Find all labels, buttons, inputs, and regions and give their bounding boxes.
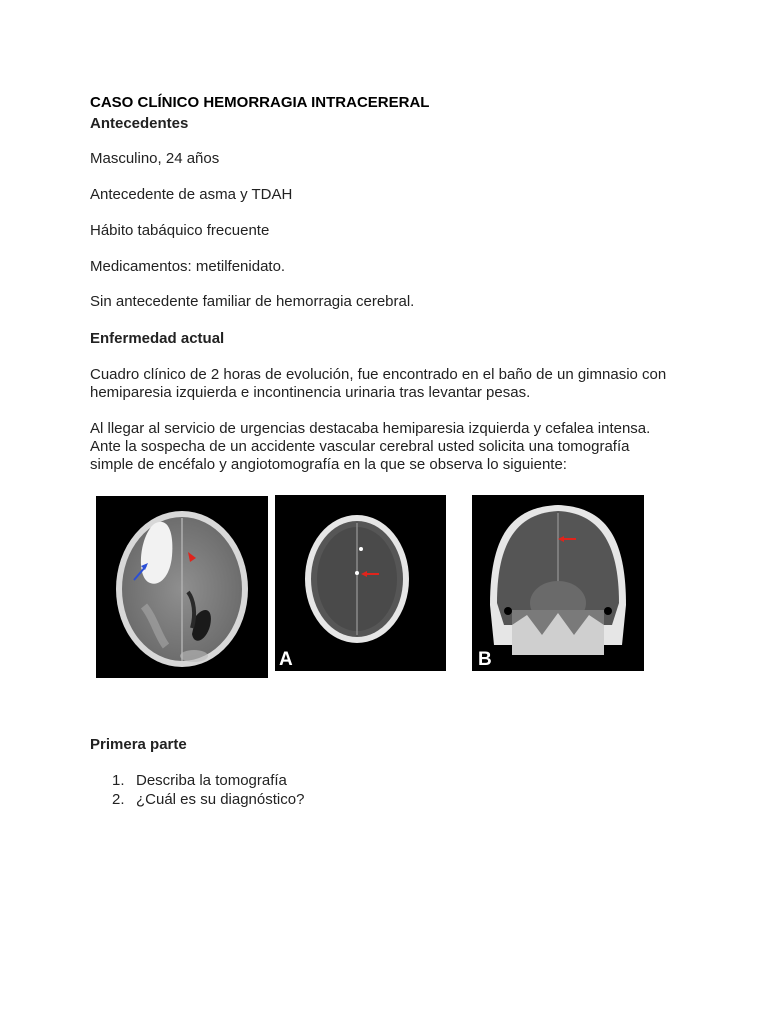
ct-scan-axial-hemorrhage-image	[96, 496, 268, 678]
antecedente-line: Sin antecedente familiar de hemorragia cerebral.	[90, 293, 415, 310]
list-item-number: 2.	[112, 791, 125, 808]
paragraph-line: Cuadro clínico de 2 horas de evolución, fue encontrado en el baño de un gimnasio con	[90, 366, 667, 383]
antecedente-line: Hábito tabáquico frecuente	[90, 222, 270, 239]
section-heading-enfermedad-actual: Enfermedad actual	[90, 330, 225, 347]
section-heading-antecedentes: Antecedentes	[90, 115, 189, 132]
questions-list	[112, 771, 304, 809]
angio-ct-axial-image-a	[275, 495, 446, 671]
list-item-text: ¿Cuál es su diagnóstico?	[136, 791, 305, 808]
section-heading-primera-parte: Primera parte	[90, 736, 187, 753]
paragraph-emergency	[90, 420, 690, 474]
document-title: CASO CLÍNICO HEMORRAGIA INTRACERERAL	[90, 94, 430, 111]
list-item	[112, 790, 304, 809]
list-item-number: 1.	[112, 772, 125, 789]
list-item-text: Describa la tomografía	[136, 772, 287, 789]
paragraph-line: hemiparesia izquierda e incontinencia urinaria tras levantar pesas.	[90, 384, 531, 401]
paragraph-line: Al llegar al servicio de urgencias destacaba hemiparesia izquierda y cefalea intensa.	[90, 420, 651, 437]
figure-label-b: B	[478, 649, 492, 670]
paragraph-line: Ante la sospecha de un accidente vascular cerebral usted solicita una tomografía	[90, 438, 630, 455]
paragraph-clinical-picture	[90, 366, 690, 402]
figure-label-a: A	[279, 649, 293, 670]
antecedente-line: Antecedente de asma y TDAH	[90, 186, 293, 203]
antecedente-line: Medicamentos: metilfenidato.	[90, 258, 286, 275]
paragraph-line: simple de encéfalo y angiotomografía en la que se observa lo siguiente:	[90, 456, 567, 473]
list-item	[112, 771, 304, 790]
angio-ct-coronal-image-b	[472, 495, 644, 671]
antecedente-line: Masculino, 24 años	[90, 150, 220, 167]
